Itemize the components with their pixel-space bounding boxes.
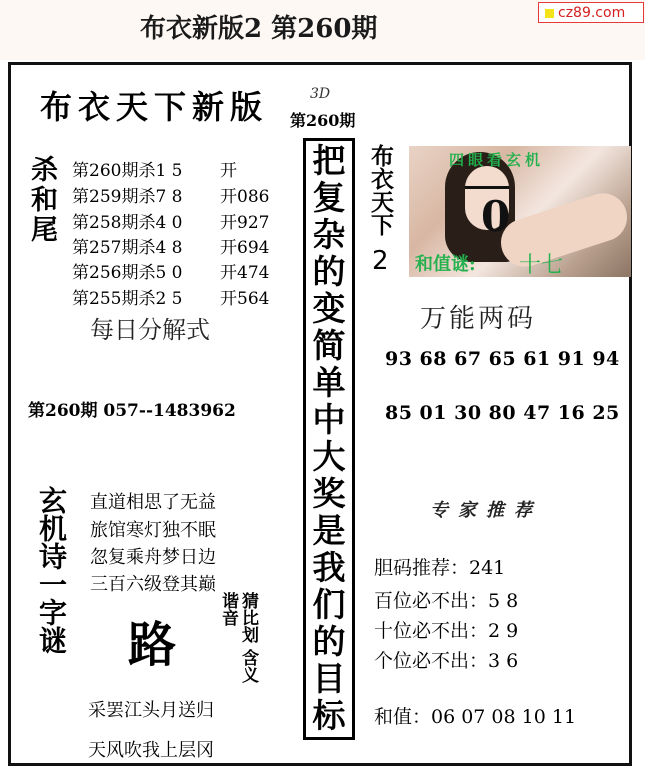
bottom-line: 天风吹我上层冈 [88, 740, 214, 761]
slogan-char: 中 [312, 400, 346, 439]
riddle-answer: 路 [128, 617, 177, 673]
brand-title: 布衣天下新版 [40, 88, 269, 126]
photo-riddle-value: 十七 [519, 253, 564, 277]
kill-open: 开694 [220, 238, 270, 258]
bottom-line: 采罢江头月送归 [88, 700, 214, 721]
hundreds-exclude: 百位必不出：5 8 [374, 590, 519, 612]
kill-open: 开564 [220, 289, 270, 309]
slogan-char: 变 [312, 289, 346, 328]
daily-title: 每日分解式 [90, 316, 210, 344]
tens-exclude: 十位必不出：2 9 [374, 620, 519, 642]
slogan-char: 我 [312, 548, 346, 587]
kill-row: 第258期杀4 0 [72, 213, 183, 233]
kill-row: 第256期杀5 0 [72, 263, 183, 283]
slogan-column [306, 142, 352, 734]
slogan-char: 是 [312, 511, 346, 550]
sum-values: 和值：06 07 08 10 11 [374, 706, 577, 728]
slogan-char: 复 [312, 178, 346, 217]
kill-tail-label: 杀和尾 [26, 155, 57, 245]
photo-zero: 0 [481, 192, 511, 241]
slogan-char: 的 [312, 622, 346, 661]
poem-line: 直道相思了无益 [90, 492, 216, 513]
slogan-char: 奖 [312, 474, 346, 513]
universal-line-2: 85 01 30 80 47 16 25 [385, 402, 620, 424]
universal-title: 万能两码 [420, 304, 537, 334]
kill-open: 开927 [220, 213, 270, 233]
universal-line-1: 93 68 67 65 61 91 94 [385, 348, 620, 370]
site-logo[interactable] [538, 2, 644, 23]
kill-open: 开474 [220, 263, 270, 283]
slogan-char: 杂 [312, 215, 346, 254]
photo-panel [409, 146, 631, 277]
label-3d: 3D [310, 86, 331, 102]
daily-line: 第260期 057--1483962 [28, 401, 236, 421]
poem-line: 三百六级登其巅 [90, 574, 216, 595]
poem-line: 忽复乘舟梦日边 [90, 547, 216, 568]
poem-line: 旅馆寒灯独不眠 [90, 520, 216, 541]
units-exclude: 个位必不出：3 6 [374, 650, 519, 672]
kill-open: 开 [220, 161, 237, 181]
side-number: 2 [372, 246, 389, 276]
kill-row: 第257期杀4 8 [72, 238, 183, 258]
slogan-char: 目 [312, 659, 346, 698]
slogan-char: 的 [312, 252, 346, 291]
slogan-char: 把 [312, 141, 346, 180]
gall-recommend: 胆码推荐：241 [374, 557, 506, 579]
page-title: 布衣新版2 第260期 [140, 14, 378, 44]
side-brand: 布衣天下 [367, 144, 394, 236]
photo-riddle-label: 和值谜: [415, 254, 476, 275]
issue-label: 第260期 [290, 111, 356, 130]
poem-label: 玄机诗一字谜 [35, 486, 68, 654]
slogan-char: 们 [312, 585, 346, 624]
logo-text: cz89.com [558, 5, 626, 21]
slogan-char: 标 [312, 696, 346, 735]
kill-row: 第255期杀2 5 [72, 289, 183, 309]
slogan-char: 简 [312, 326, 346, 365]
kill-row: 第259期杀7 8 [72, 187, 183, 207]
kill-open: 开086 [220, 187, 270, 207]
riddle-hint: 猜比划 含义 谐音 [218, 592, 258, 683]
slogan-char: 单 [312, 363, 346, 402]
logo-square-icon [545, 9, 554, 18]
slogan-char: 大 [312, 437, 346, 476]
kill-row: 第260期杀1 5 [72, 161, 183, 181]
photo-caption: 四眼看玄机 [449, 151, 545, 169]
expert-title: 专家推荐 [430, 500, 542, 521]
